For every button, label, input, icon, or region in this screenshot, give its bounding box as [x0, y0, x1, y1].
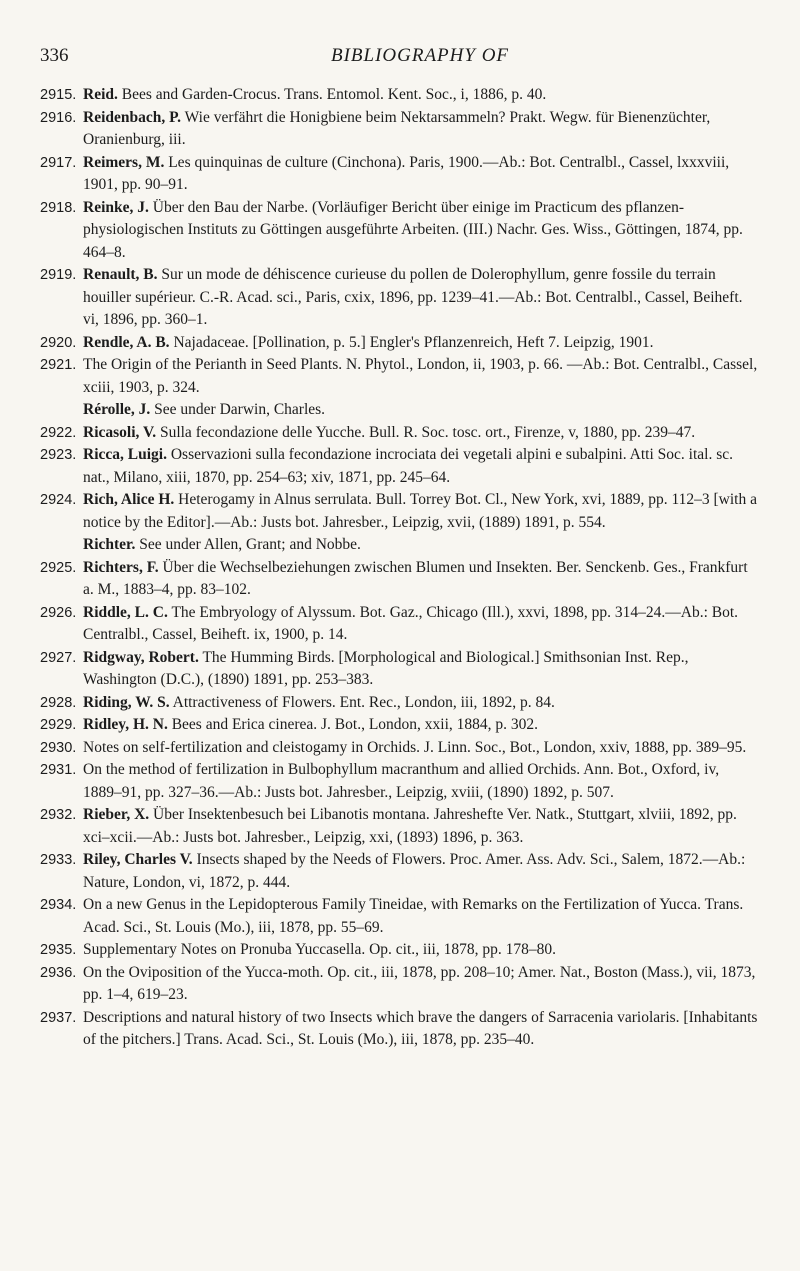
entry-citation: Heterogamy in Alnus serrulata. Bull. Torrey Bot. Cl., New York, xvi, 1889, pp. 112–3 [with a notice by the Editor].—Ab.: Justs bot. Jahresber., Leipzig, xvii, (1889) 1891, p. 554.: [83, 491, 757, 531]
entry-number: 2931.: [40, 762, 77, 778]
entry-citation: Notes on self-fertilization and cleistogamy in Orchids. J. Linn. Soc., Bot., London, xxiv, 1888, pp. 389–95.: [83, 738, 747, 756]
entry-number: 2932.: [40, 807, 77, 823]
entry-number: 2937.: [40, 1009, 77, 1026]
entry-number: 2923.: [40, 447, 77, 463]
entry-author: Ridgway, Robert.: [83, 648, 199, 666]
bibliography-entry: [40, 84, 760, 107]
entry-number: 2929.: [40, 717, 77, 733]
entry-number: 2920.: [40, 334, 77, 351]
bibliography-entry: [40, 152, 760, 197]
bibliography-entry: [40, 692, 760, 715]
entry-number: 2924.: [40, 492, 77, 508]
entry-citation: Über die Wechselbeziehungen zwischen Blumen und Insekten. Ber. Senckenb. Ges., Frankfurt a. M., 1883–4, pp. 83–102.: [83, 558, 748, 598]
entry-citation: See under Allen, Grant; and Nobbe.: [139, 536, 361, 553]
entry-number: 2934.: [40, 897, 77, 913]
bibliography-entry: [40, 1007, 760, 1052]
bibliography-entry: [40, 332, 760, 355]
entry-citation: Bees and Garden-Crocus. Trans. Entomol. Kent. Soc., i, 1886, p. 40.: [121, 86, 547, 103]
entry-author: Rieber, X.: [83, 806, 150, 823]
entry-number: 2921.: [40, 357, 77, 373]
page-number: 336: [40, 45, 69, 66]
entry-citation: The Humming Birds. [Morphological and Biological.] Smithsonian Inst. Rep., Washington (D.C.), (1890) 1891, pp. 253–383.: [83, 648, 689, 688]
bibliography-entry: [40, 849, 760, 894]
entry-number: 2925.: [40, 559, 77, 576]
entry-citation: The Embryology of Alyssum. Bot. Gaz., Chicago (Ill.), xxvi, 1898, pp. 314–24.—Ab.: Bot. Centralbl., Cassel, Beiheft. ix, 1900, p. 14.: [83, 603, 739, 643]
bibliography-entry: [40, 399, 760, 422]
entry-citation: Descriptions and natural history of two Insects which brave the dangers of Sarracenia variolaris. [Inhabitants of the pitchers.] Trans. Acad. Sci., St. Louis (Mo.), iii, 1878, pp. 235–40.: [83, 1008, 758, 1048]
entry-number: 2935.: [40, 942, 77, 958]
entry-number: 2928.: [40, 694, 77, 711]
entry-citation: Attractiveness of Flowers. Ent. Rec., London, iii, 1892, p. 84.: [172, 693, 555, 711]
entry-author: Ridley, H. N.: [83, 716, 168, 733]
entry-citation: Sur un mode de déhiscence curieuse du pollen de Dolerophyllum, genre fossile du terrain houiller supérieur. C.-R. Acad. sci., Paris, cxix, 1896, pp. 1239–41.—Ab.: Bot. Centralbl., Cassel, Beiheft. vi, 1896, pp. 360–1.: [83, 266, 743, 328]
entry-number: 2922.: [40, 424, 77, 441]
entry-author: Riley, Charles V.: [83, 851, 193, 868]
entry-number: 2930.: [40, 739, 77, 756]
entry-citation: Über den Bau der Narbe. (Vorläufiger Bericht über einige im Practicum des pflanzen-physiologischen Instituts zu Göttingen ausgeführte Arbeiten. (III.) Nachr. Ges. Wiss., Göttingen, 1874, pp. 464–8.: [83, 198, 743, 261]
entry-number: 2918.: [40, 199, 77, 216]
entry-citation: On the Oviposition of the Yucca-moth. Op. cit., iii, 1878, pp. 208–10; Amer. Nat., Boston (Mass.), vii, 1873, pp. 1–4, 619–23.: [83, 963, 756, 1003]
bibliography-entry: [40, 714, 760, 737]
bibliography-entries: [40, 84, 760, 1052]
bibliography-entry: [40, 197, 760, 265]
entry-author: Riddle, L. C.: [83, 603, 168, 621]
entry-number: 2936.: [40, 964, 77, 981]
running-head: BIBLIOGRAPHY OF: [330, 45, 510, 66]
entry-number: 2933.: [40, 852, 77, 868]
entry-citation: The Origin of the Perianth in Seed Plants. N. Phytol., London, ii, 1903, p. 66. —Ab.: Bot. Centralbl., Cassel, xciii, 1903, p. 324.: [83, 356, 758, 396]
entry-author: Rendle, A. B.: [83, 333, 170, 351]
bibliography-entry: [40, 759, 760, 804]
entry-citation: See under Darwin, Charles.: [154, 401, 326, 418]
entry-citation: On a new Genus in the Lepidopterous Family Tineidae, with Remarks on the Fertilization of Yucca. Trans. Acad. Sci., St. Louis (Mo.), iii, 1878, pp. 55–69.: [83, 896, 744, 936]
entry-author: Renault, B.: [83, 266, 158, 283]
entry-author: Reinke, J.: [83, 198, 149, 216]
entry-citation: Insects shaped by the Needs of Flowers. Proc. Amer. Ass. Adv. Sci., Salem, 1872.—Ab.: Nature, London, vi, 1872, p. 444.: [83, 851, 746, 891]
entry-number: 2917.: [40, 154, 77, 171]
entry-number: 2927.: [40, 649, 77, 666]
entry-author: Ricasoli, V.: [83, 423, 157, 441]
bibliography-entry: [40, 804, 760, 849]
entry-citation: Supplementary Notes on Pronuba Yuccasella. Op. cit., iii, 1878, pp. 178–80.: [83, 941, 556, 958]
entry-number: 2926.: [40, 604, 77, 621]
entry-citation: On the method of fertilization in Bulbophyllum macranthum and allied Orchids. Ann. Bot., Oxford, iv, 1889–91, pp. 327–36.—Ab.: Justs bot. Jahresber., Leipzig, xviii, (1890) 1892, p. 507.: [83, 761, 720, 801]
bibliography-entry: [40, 107, 760, 152]
bibliography-entry: [40, 489, 760, 534]
entry-number: 2919.: [40, 267, 77, 283]
entry-citation: Osservazioni sulla fecondazione incrociata dei vegetali alpini e subalpini. Atti Soc. ital. sc. nat., Milano, xiii, 1870, pp. 254–63; xiv, 1871, pp. 245–64.: [83, 446, 733, 486]
entry-author: Richters, F.: [83, 558, 159, 576]
bibliography-entry: [40, 534, 760, 557]
entry-number: 2915.: [40, 87, 77, 103]
entry-number: 2916.: [40, 109, 77, 126]
bibliography-entry: [40, 737, 760, 760]
entry-author: Reid.: [83, 86, 118, 103]
bibliography-entry: [40, 647, 760, 692]
bibliography-entry: [40, 894, 760, 939]
entry-citation: Bees and Erica cinerea. J. Bot., London, xxii, 1884, p. 302.: [171, 716, 539, 733]
bibliography-entry: [40, 264, 760, 332]
bibliography-entry: [40, 354, 760, 399]
bibliography-entry: [40, 602, 760, 647]
entry-author: Rich, Alice H.: [83, 491, 175, 508]
bibliography-entry: [40, 939, 760, 962]
entry-author: Rérolle, J.: [83, 401, 151, 418]
entry-citation: Über Insektenbesuch bei Libanotis montana. Jahreshefte Ver. Natk., Stuttgart, xlviii, 1892, pp. xci–xcii.—Ab.: Justs bot. Jahresber., Leipzig, xxi, (1893) 1896, p. 363.: [83, 806, 737, 846]
entry-citation: Wie verfährt die Honigbiene beim Nektarsammeln? Prakt. Wegw. für Bienenzüchter, Oranienburg, iii.: [83, 108, 711, 148]
bibliography-entry: [40, 962, 760, 1007]
entry-citation: Sulla fecondazione delle Yucche. Bull. R. Soc. tosc. ort., Firenze, v, 1880, pp. 239–47.: [159, 423, 696, 441]
entry-author: Ricca, Luigi.: [83, 446, 167, 463]
entry-citation: Les quinquinas de culture (Cinchona). Paris, 1900.—Ab.: Bot. Centralbl., Cassel, lxxxviii, 1901, pp. 90–91.: [83, 153, 730, 193]
entry-citation: Najadaceae. [Pollination, p. 5.] Engler's Pflanzenreich, Heft 7. Leipzig, 1901.: [173, 333, 654, 351]
bibliography-entry: [40, 422, 760, 445]
entry-author: Reidenbach, P.: [83, 108, 182, 126]
bibliography-entry: [40, 557, 760, 602]
bibliography-entry: [40, 444, 760, 489]
entry-author: Riding, W. S.: [83, 693, 170, 711]
entry-author: Richter.: [83, 536, 136, 553]
entry-author: Reimers, M.: [83, 153, 165, 171]
